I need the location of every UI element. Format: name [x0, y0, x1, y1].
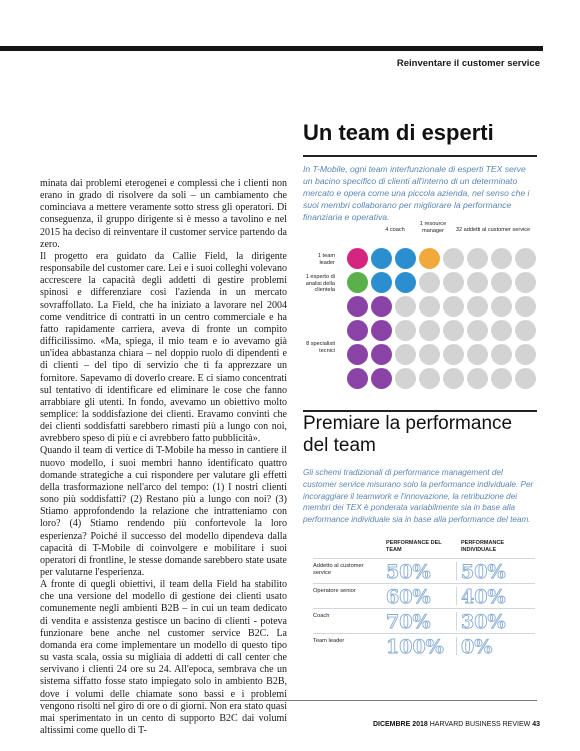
individual-value: 0% — [461, 636, 493, 658]
team-member-dot-customer-service — [467, 368, 488, 389]
section-title: Reinventare il customer service — [396, 58, 540, 69]
divider — [456, 637, 457, 655]
role-label: Team leader — [313, 638, 345, 644]
label-team-leader: 1 team leader — [317, 253, 335, 266]
role-label: Addetto al customer service — [313, 563, 364, 576]
paragraph: Quando il team di vertice di T-Mobile ha messo in cantiere il nuovo modello, i suoi membri hanno identificato quattro domande strategiche a cui rispondere per valutare gli effetti della trasformazione nell'arco del tempo: (1) I nostri clienti sono più soddisfatti? (2) Restano più a lungo con noi? (3) Stiamo approfondendo la relazione che intratteniamo con loro? (4) Stiamo rendendo più confortevole la loro esperienza? Poiché il successo del modello dipendeva dalla capacità di T-Mobile di coinvolgere e mobilitare i suoi operatori di frontline, le stesse domande sarebbero state usate per valutarne l'esperienza. — [40, 445, 287, 578]
sidebar-intro: In T-Mobile, ogni team interfunzionale di esperti TEX serve un bacino specifico di clienti all'interno di un determinato mercato e opera come una piccola azienda, nel senso che i suoi membri collaborano per migliorare la performance finanziaria e operativa. — [303, 164, 530, 222]
team-member-dot-customer-service — [395, 296, 416, 317]
sidebar-title: Un team di esperti — [303, 120, 494, 145]
label-coach: 4 coach — [385, 227, 405, 233]
team-member-dot-tech — [347, 344, 368, 365]
team-member-dot-customer-service — [515, 296, 536, 317]
team-member-dot-customer-service — [443, 320, 464, 341]
team-member-dot-customer-service — [419, 344, 440, 365]
label-tech: 8 specialisti tecnici — [306, 341, 335, 354]
team-member-dot-customer-service — [515, 344, 536, 365]
team-member-dot-customer-service — [419, 296, 440, 317]
role-label: Coach — [313, 613, 330, 619]
team-member-dot-customer-service — [515, 248, 536, 269]
table-row — [313, 608, 535, 633]
team-member-dot-customer-service — [491, 296, 512, 317]
team-member-dot-customer-service — [443, 344, 464, 365]
team-member-dot-team-leader — [347, 248, 368, 269]
team-member-dot-tech — [371, 344, 392, 365]
team-member-dot-customer-service — [467, 248, 488, 269]
article-body — [40, 178, 287, 737]
divider — [456, 612, 457, 630]
paragraph: Il progetto era guidato da Callie Field, la dirigente responsabile del customer care. Lei e i suoi colleghi volevano accrescere la capacità degli addetti di gestire problemi spinosi e differenziare così l'azienda in un mercato sovraffollato. La Field, che ha iniziato a lavorare nel 2004 come venditrice di contratti in un centro commerciale e ha fatto rapidamente carriera, aveva di fronte un compito difficilissimo. «Ma, spiega, il mio team e io avevamo già un'idea abbastanza chiara – nel doppio ruolo di dipendenti e di clienti – del tipo di servizio che ti fa apprezzare un fornitore. Sapevamo di doverlo creare. E ci siamo concentrati sul tentativo di identificare ed eliminare le cose che fanno arrabbiare gli utenti. In fondo, avevamo un obiettivo molto semplice: la soddisfazione dei clienti. Eravamo convinti che dei clienti soddisfatti sarebbero rimasti più a lungo con noi, avrebbero speso di più e ci avrebbero fatto pubblicità». — [40, 250, 287, 445]
divider — [456, 562, 457, 580]
team-value: 100% — [386, 636, 444, 658]
team-member-dot-customer-service — [419, 320, 440, 341]
sidebar-rule — [303, 410, 537, 412]
label-analyst: 1 esperto di analisi della clientela — [305, 274, 335, 293]
team-member-dot-customer-service — [443, 272, 464, 293]
table-row — [313, 558, 535, 583]
team-member-dot-tech — [371, 296, 392, 317]
individual-value: 40% — [461, 586, 506, 608]
team-member-dot-customer-service — [467, 320, 488, 341]
team-member-dot-tech — [371, 320, 392, 341]
team-member-dot-customer-service — [515, 320, 536, 341]
team-member-dot-coach — [395, 272, 416, 293]
sidebar-intro: Gli schemi tradizionali di performance management del customer service misurano solo la performance individuale. Per incoraggiare il teamwork e l'innovazione, la retribuzione dei membri dei TEX è ponderata variabilmente sia in base alla performance individuale sia in base alla performance del team. — [303, 468, 534, 525]
footer-publication: HARVARD BUSINESS REVIEW — [429, 721, 531, 728]
team-member-dot-customer-service — [491, 272, 512, 293]
team-member-dot-customer-service — [395, 368, 416, 389]
team-member-dot-customer-service — [515, 272, 536, 293]
column-header-individual: PERFORMANCE INDIVIDUALE — [461, 540, 505, 553]
team-member-dot-customer-service — [491, 320, 512, 341]
team-member-dot-customer-service — [419, 272, 440, 293]
team-member-dot-tech — [347, 320, 368, 341]
page-footer — [373, 721, 540, 728]
team-value: 60% — [386, 586, 431, 608]
team-member-dot-coach — [371, 248, 392, 269]
team-member-dot-coach — [371, 272, 392, 293]
team-member-dot-resource-manager — [419, 248, 440, 269]
column-header-team: PERFORMANCE DEL TEAM — [386, 540, 442, 553]
sidebar-rule — [303, 155, 537, 157]
paragraph: minata dai problemi eterogenei e complessi che i clienti non erano in grado di risolvere da soli – un cambiamento che cominciava a mettere veramente sotto stress gli operatori. Di conseguenza, il gruppo dirigente si è messo a tavolino e nel 2015 ha deciso di reinventare il customer service partendo da zero. — [40, 178, 287, 250]
team-member-dot-customer-service — [443, 248, 464, 269]
team-member-dot-tech — [347, 368, 368, 389]
team-member-dot-customer-service — [491, 368, 512, 389]
team-member-dot-customer-service — [491, 248, 512, 269]
top-rule — [0, 46, 543, 51]
page-number: 43 — [532, 721, 540, 728]
team-member-dot-customer-service — [443, 368, 464, 389]
team-member-dot-customer-service — [419, 368, 440, 389]
bottom-rule — [40, 700, 537, 701]
performance-table — [313, 540, 535, 658]
team-member-dot-customer-service — [443, 296, 464, 317]
team-member-dot-analyst — [347, 272, 368, 293]
team-member-dot-tech — [371, 368, 392, 389]
team-member-dot-customer-service — [491, 344, 512, 365]
divider — [456, 587, 457, 605]
individual-value: 50% — [461, 561, 506, 583]
team-member-dot-customer-service — [467, 296, 488, 317]
team-diagram — [303, 218, 543, 400]
team-value: 50% — [386, 561, 431, 583]
sidebar-title: Premiare la performance del team — [303, 413, 513, 456]
individual-value: 30% — [461, 611, 506, 633]
team-member-dot-tech — [347, 296, 368, 317]
table-row — [313, 583, 535, 608]
paragraph: A fronte di quegli obiettivi, il team della Field ha stabilito che una versione del modello di gestione dei clienti usato comunemente negli ambienti B2B – in cui un team dedicato di vendita e assistenza gestisce un bacino di clienti - poteva funzionare bene anche nel customer service B2C. La domanda era come implementare un modello di questo tipo su vasta scala, ossia su migliaia di addetti di call center che servivano i clienti 24 ore su 24. All'epoca, sembrava che un sistema siffatto fosse stato impiegato solo in ambiento B2B, dove i volumi delle chiamate sono bassi e i problemi vengono risolti nel giro di ore o di giorni. Non era stato quasi mai sperimentato in un cento di supporto B2C dai volumi altissimi come quello di T- — [40, 579, 287, 737]
team-value: 70% — [386, 611, 431, 633]
team-member-dot-coach — [395, 248, 416, 269]
team-member-dot-customer-service — [467, 344, 488, 365]
team-member-dot-customer-service — [467, 272, 488, 293]
label-customer-service: 32 addetti al customer service — [455, 227, 531, 233]
table-row — [313, 633, 535, 658]
team-member-dot-customer-service — [395, 320, 416, 341]
team-member-dot-customer-service — [395, 344, 416, 365]
label-resource-manager: 1 resource manager — [419, 221, 447, 234]
footer-date: DICEMBRE 2018 — [372, 721, 428, 728]
role-label: Operatore senior — [313, 588, 356, 594]
team-member-dot-customer-service — [515, 368, 536, 389]
table-header — [313, 540, 535, 558]
